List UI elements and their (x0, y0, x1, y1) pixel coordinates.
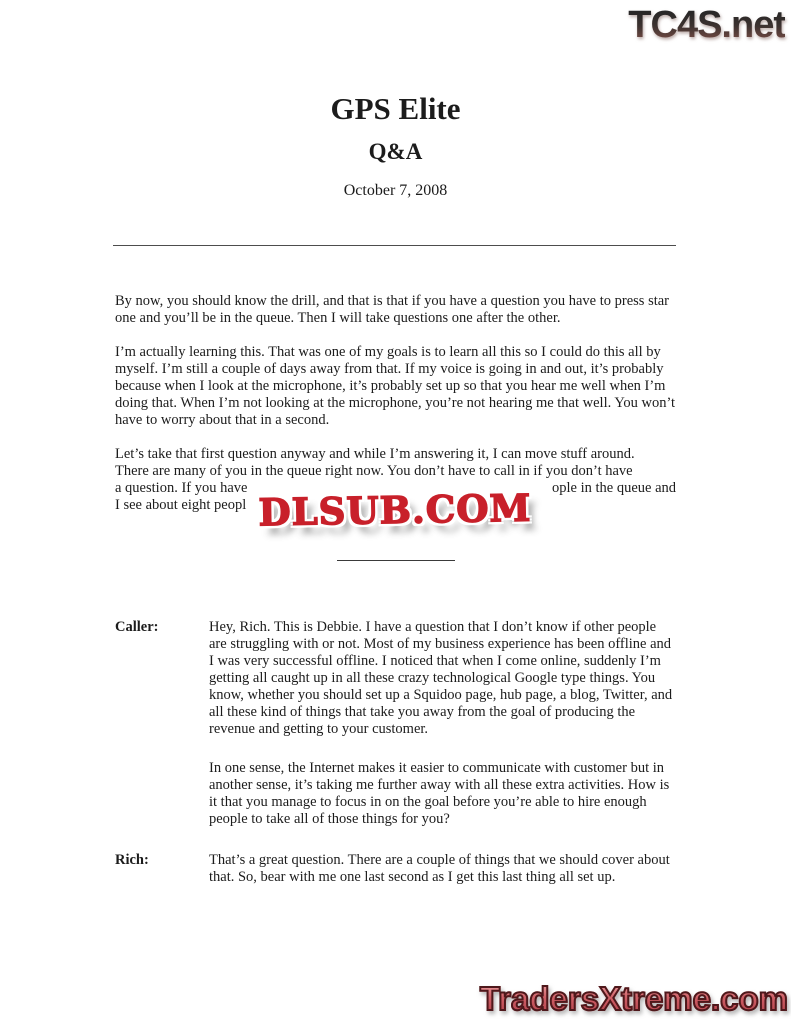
speech-paragraph: Hey, Rich. This is Debbie. I have a question that I don’t know if other people are struggling with or not. Most of my business experience has been offline and I was very successful offline. I noticed that when I come online, suddenly I’m getting all caught up in all these crazy technological Google type things. You know, whether you should set up a Squidoo page, hub page, a blog, Twitter, and all these kind of things that take you away from the goal of producing the revenue and getting to your customer. (209, 619, 673, 737)
speaker-label: Caller: (115, 619, 159, 635)
document-title: GPS Elite (330, 91, 461, 126)
speech-paragraph: That’s a great question. There are a couple of things that we should cover about that. So, bear with me one last second as I get this last thing all set up. (209, 852, 670, 885)
horizontal-rule (113, 245, 676, 246)
tradersxtreme-site-logo: TradersXtreme.com (479, 979, 788, 1017)
document-date: October 7, 2008 (343, 182, 448, 199)
section-divider (337, 560, 455, 561)
dialogue-row-rich (115, 852, 676, 886)
speech-paragraph: In one sense, the Internet makes it easier to communicate with customer but in another sense, it’s taking me further away with all these extra activities. How is it that you manage to focus in on the goal before you’re able to hire enough people to take all of those things for you? (209, 760, 670, 827)
speaker-label: Rich: (115, 852, 149, 868)
paragraph-learning: I’m actually learning this. That was one of my goals is to learn all this so I could do this all by myself. I’m still a couple of days away from that. If my voice is going in and out, it’s probably because when I look at the microphone, it’s probably set up so that you hear me well when I’m doing that. When I’m not looking at the microphone, you’re not hearing me that well. You won’t have to worry about that in a second. (115, 344, 676, 428)
dlsub-watermark: DLSUB.COM (258, 485, 532, 535)
tc4s-site-logo: TC4S.net (628, 4, 785, 46)
document-body (115, 293, 676, 910)
text-line: There are many of you in the queue right now. You don’t have to call in if you don’t have (115, 463, 633, 479)
text-line: I see about eight peopl (115, 497, 247, 513)
text-fragment-right: ople in the queue and (551, 480, 676, 496)
dialogue-row-caller (115, 619, 676, 828)
speech-column (209, 619, 676, 828)
text-fragment-left: a question. If you have (115, 480, 248, 496)
speech-column (209, 852, 676, 886)
document-subtitle: Q&A (368, 139, 423, 164)
dialogue-section (115, 619, 676, 886)
title-block (0, 93, 791, 199)
paragraph-drill: By now, you should know the drill, and that is that if you have a question you have to press star one and you’ll be in the queue. Then I will take questions one after the other. (115, 293, 670, 326)
text-line: Let’s take that first question anyway and while I’m answering it, I can move stuff around. (115, 446, 635, 462)
